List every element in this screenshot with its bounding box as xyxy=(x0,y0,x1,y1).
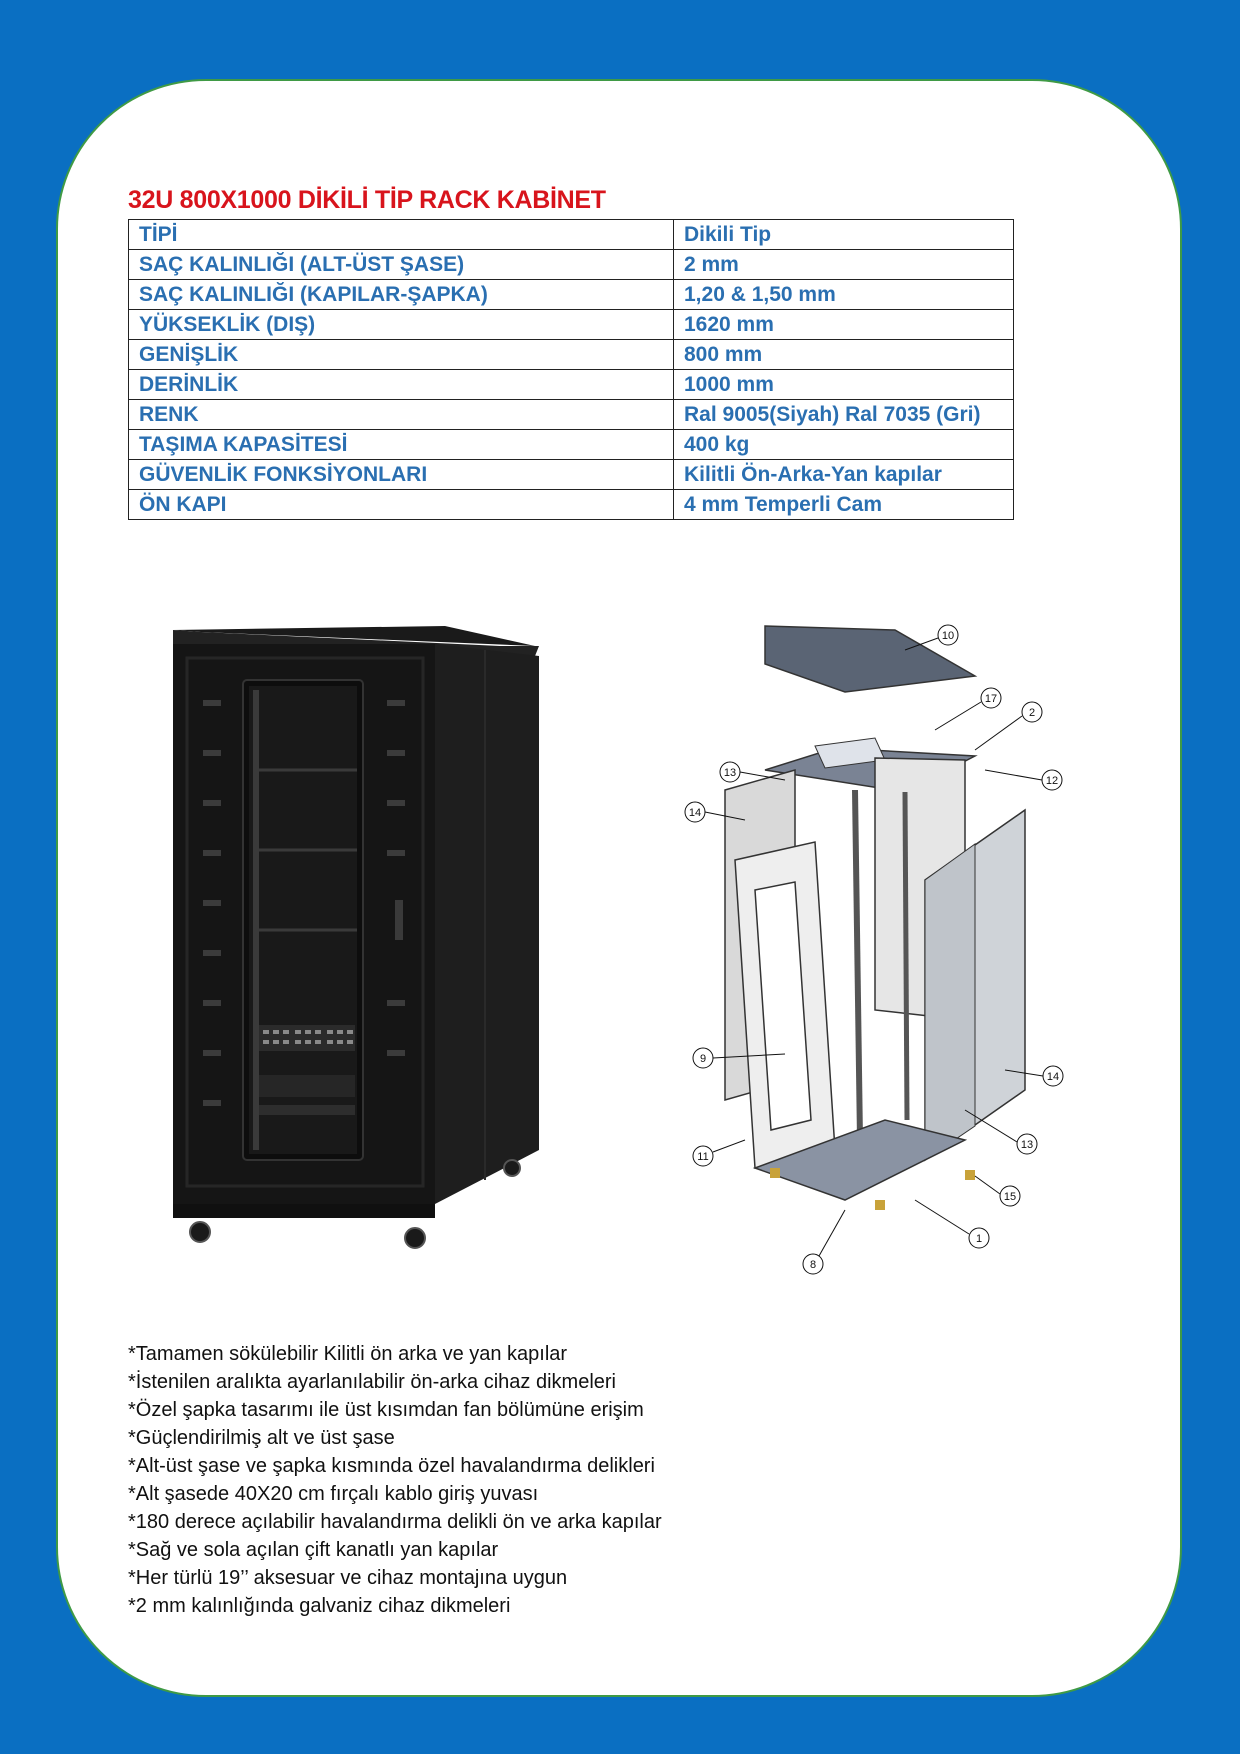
callout-17: 17 xyxy=(984,693,998,705)
callout-10: 10 xyxy=(941,630,955,642)
list-item: *2 mm kalınlığında galvaniz cihaz dikmeleri xyxy=(128,1595,511,1617)
list-item: *İstenilen aralıkta ayarlanılabilir ön-arka cihaz dikmeleri xyxy=(128,1371,616,1393)
list-item: *Güçlendirilmiş alt ve üst şase xyxy=(128,1427,395,1449)
callout-14b: 14 xyxy=(1046,1071,1060,1083)
callout-1: 1 xyxy=(975,1233,983,1245)
spec-value: 1620 mm xyxy=(674,310,1014,340)
spec-value: 2 mm xyxy=(674,250,1014,280)
spec-value: 1000 mm xyxy=(674,370,1014,400)
spec-label: GENİŞLİK xyxy=(129,340,674,370)
spec-label: ÖN KAPI xyxy=(129,490,674,520)
spec-label: YÜKSEKLİK (DIŞ) xyxy=(129,310,674,340)
spec-value: Kilitli Ön-Arka-Yan kapılar xyxy=(674,460,1014,490)
callout-13b: 13 xyxy=(1020,1139,1034,1151)
table-row xyxy=(129,250,1014,280)
spec-table xyxy=(128,219,1014,520)
spec-value: 800 mm xyxy=(674,340,1014,370)
spec-value: Ral 9005(Siyah) Ral 7035 (Gri) xyxy=(674,400,1014,430)
list-item: *180 derece açılabilir havalandırma delikli ön ve arka kapılar xyxy=(128,1511,662,1533)
callout-15: 15 xyxy=(1003,1191,1017,1203)
spec-value: 1,20 & 1,50 mm xyxy=(674,280,1014,310)
list-item: *Tamamen sökülebilir Kilitli ön arka ve yan kapılar xyxy=(128,1343,568,1365)
spec-label: TAŞIMA KAPASİTESİ xyxy=(129,430,674,460)
table-row xyxy=(129,370,1014,400)
callout-13: 13 xyxy=(723,767,737,779)
page-title: 32U 800X1000 DİKİLİ TİP RACK KABİNET xyxy=(128,186,606,214)
spec-label: SAÇ KALINLIĞI (KAPILAR-ŞAPKA) xyxy=(129,280,674,310)
spec-value: 400 kg xyxy=(674,430,1014,460)
rack-exploded-diagram xyxy=(675,620,1075,1280)
spec-value: Dikili Tip xyxy=(674,220,1014,250)
spec-label: TİPİ xyxy=(129,220,674,250)
callout-8: 8 xyxy=(809,1259,817,1271)
callout-11: 11 xyxy=(697,1151,709,1163)
table-row xyxy=(129,430,1014,460)
rack-cabinet-photo xyxy=(165,620,565,1260)
list-item: *Her türlü 19’’ aksesuar ve cihaz montajına uygun xyxy=(128,1567,568,1589)
list-item: *Özel şapka tasarımı ile üst kısımdan fan bölümüne erişim xyxy=(128,1399,644,1421)
spec-label: DERİNLİK xyxy=(129,370,674,400)
list-item: *Sağ ve sola açılan çift kanatlı yan kapılar xyxy=(128,1539,499,1561)
spec-label: RENK xyxy=(129,400,674,430)
table-row xyxy=(129,220,1014,250)
spec-label: GÜVENLİK FONKSİYONLARI xyxy=(129,460,674,490)
spec-label: SAÇ KALINLIĞI (ALT-ÜST ŞASE) xyxy=(129,250,674,280)
list-item: *Alt-üst şase ve şapka kısmında özel havalandırma delikleri xyxy=(128,1455,655,1477)
feature-list xyxy=(128,1340,662,1620)
table-row xyxy=(129,340,1014,370)
table-row xyxy=(129,490,1014,520)
spec-value: 4 mm Temperli Cam xyxy=(674,490,1014,520)
callout-12: 12 xyxy=(1045,775,1059,787)
table-row xyxy=(129,400,1014,430)
table-row xyxy=(129,460,1014,490)
callout-2: 2 xyxy=(1028,707,1036,719)
callout-9: 9 xyxy=(699,1053,707,1065)
callout-14: 14 xyxy=(688,807,702,819)
table-row xyxy=(129,310,1014,340)
list-item: *Alt şasede 40X20 cm fırçalı kablo giriş yuvası xyxy=(128,1483,539,1505)
table-row xyxy=(129,280,1014,310)
